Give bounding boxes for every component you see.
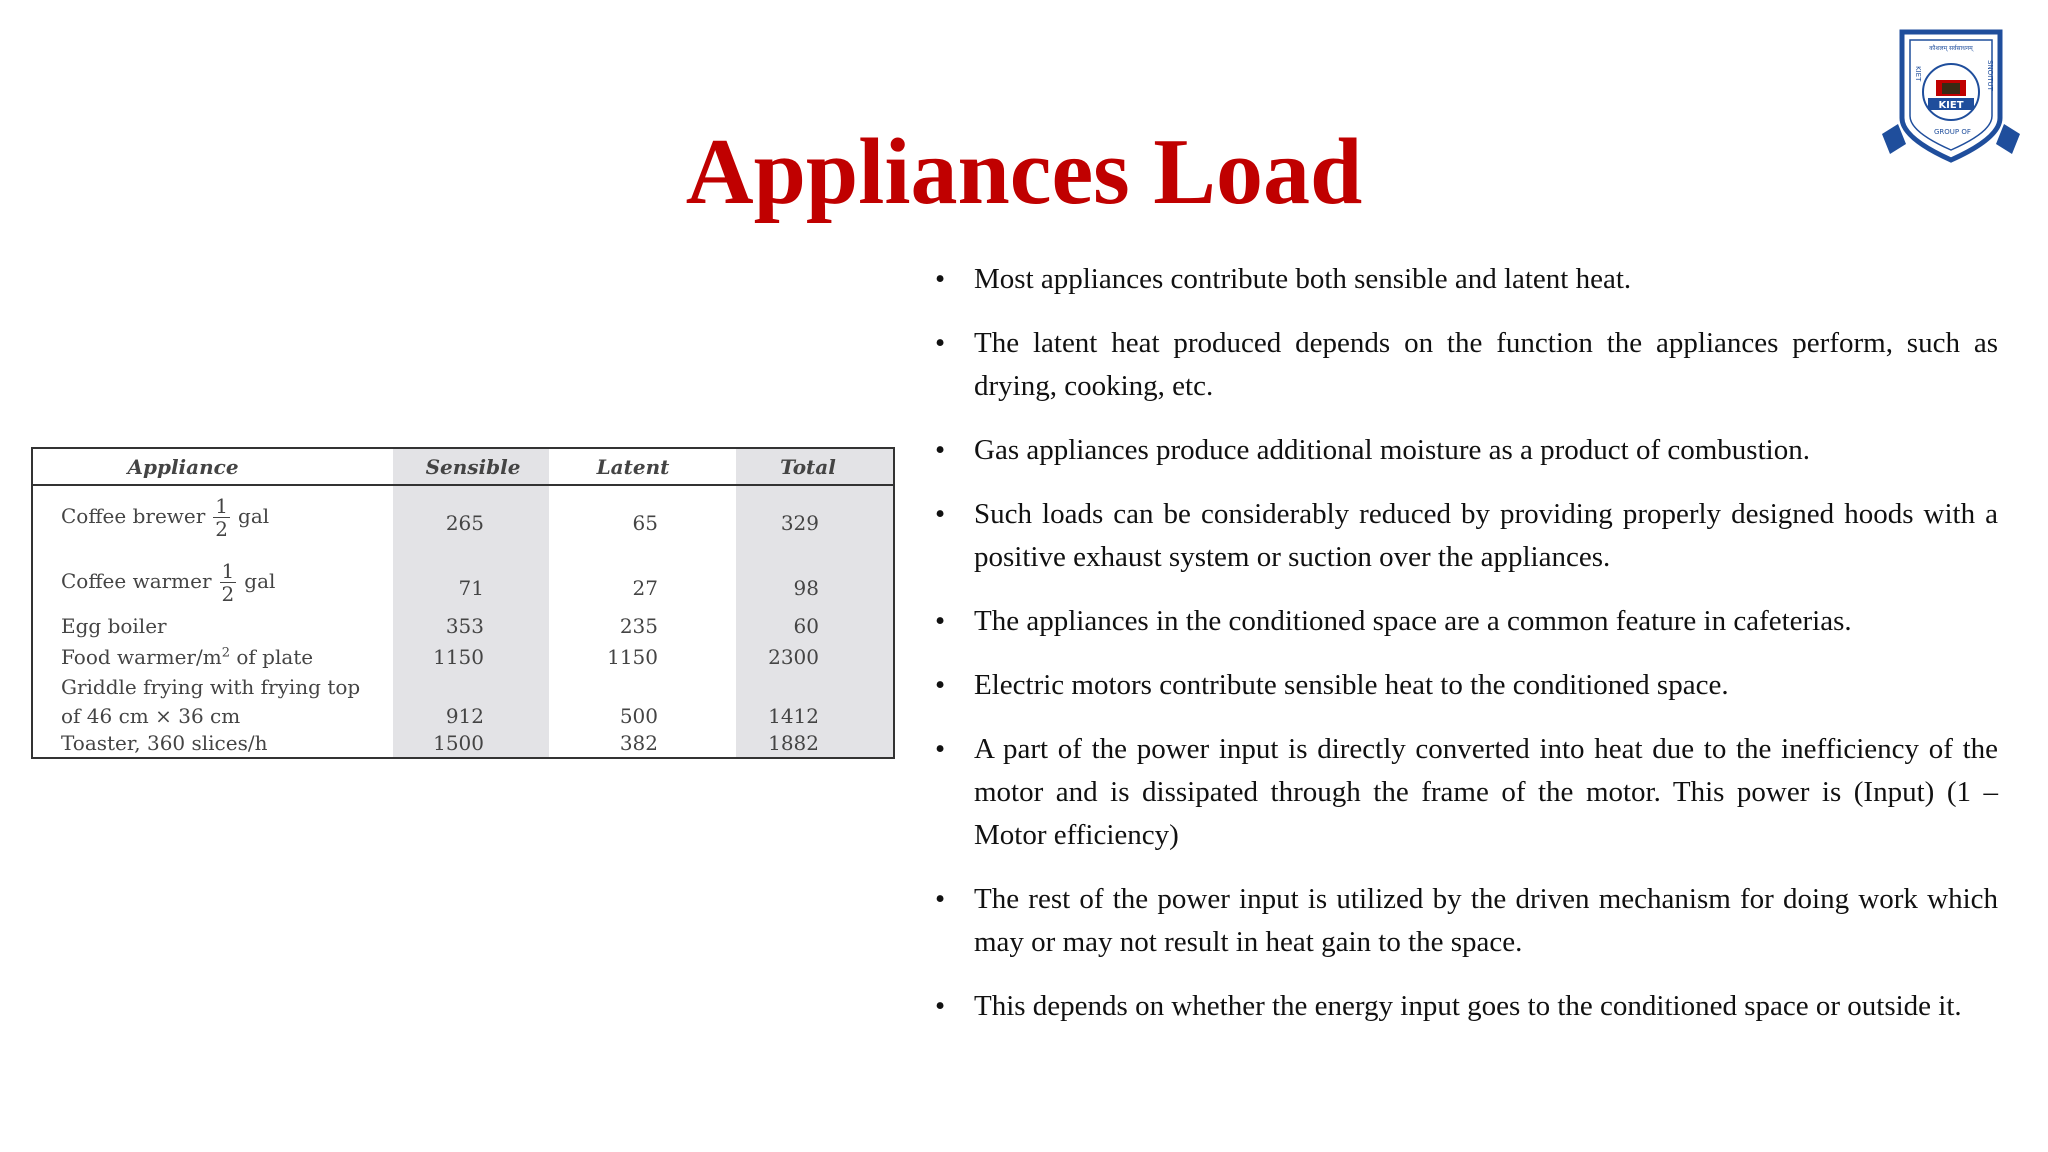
bullet-icon: • [935, 263, 946, 295]
bullet-item: • A part of the power input is directly converted into heat due to the inefficiency of the motor and is dissipated through the frame of the motor. This power is (Input) (1 – Motor efficiency) [935, 728, 1998, 857]
bullet-item: • The appliances in the conditioned space are a common feature in cafeterias. [935, 600, 1998, 643]
header-latent: Latent [596, 455, 670, 479]
cell-total: 60 [793, 614, 819, 638]
header-appliance: Appliance [127, 455, 239, 479]
bullet-icon: • [935, 669, 946, 701]
bullet-icon: • [935, 990, 946, 1022]
cell-sensible: 265 [445, 511, 484, 535]
cell-total: 329 [780, 511, 819, 535]
cell-latent: 27 [632, 576, 658, 600]
table-row: Coffee warmer $\frac{1}{2}$ gal [61, 559, 276, 606]
table-row: Food warmer/$m^2$ of plate [61, 645, 314, 669]
cell-latent: 65 [632, 511, 658, 535]
svg-text:GROUP OF: GROUP OF [1934, 128, 1971, 136]
bullet-icon: • [935, 733, 946, 765]
cell-latent: 382 [619, 731, 658, 755]
cell-sensible: 912 [445, 704, 484, 728]
table-row: Toaster, 360 slices/h [61, 731, 268, 755]
bullet-list [935, 258, 1998, 1049]
bullet-icon: • [935, 498, 946, 530]
header-sensible: Sensible [425, 455, 521, 479]
table-row: Coffee brewer $\frac{1}{2}$ gal [61, 494, 270, 541]
cell-sensible: 1150 [433, 645, 484, 669]
cell-total: 1412 [768, 704, 819, 728]
bullet-icon: • [935, 883, 946, 915]
bullet-item: • The latent heat produced depends on the function the appliances perform, such as drying, cooking, etc. [935, 322, 1998, 408]
page-title: Appliances Load [685, 120, 1363, 224]
cell-total: 1882 [768, 731, 819, 755]
table-row: Egg boiler [61, 614, 167, 638]
bullet-item: • Gas appliances produce additional moisture as a product of combustion. [935, 429, 1998, 472]
svg-text:SNOITUT: SNOITUT [1986, 60, 1994, 91]
cell-sensible: 353 [445, 614, 484, 638]
header-total: Total [780, 455, 836, 479]
table-row-continued: of 46 cm × 36 cm [61, 704, 241, 728]
svg-text:कौशलम् सर्वसाधनम्: कौशलम् सर्वसाधनम् [1929, 45, 1973, 52]
appliance-heat-table [31, 447, 895, 759]
bullet-item: • This depends on whether the energy input goes to the conditioned space or outside it. [935, 985, 1998, 1028]
svg-text:KIET: KIET [1938, 100, 1964, 111]
bullet-icon: • [935, 434, 946, 466]
cell-sensible: 71 [458, 576, 484, 600]
bullet-item: • Most appliances contribute both sensible and latent heat. [935, 258, 1998, 301]
bullet-icon: • [935, 605, 946, 637]
cell-latent: 235 [619, 614, 658, 638]
header-divider [33, 484, 893, 486]
bullet-icon: • [935, 327, 946, 359]
bullet-item: • Such loads can be considerably reduced by providing properly designed hoods with a positive exhaust system or suction over the appliances. [935, 493, 1998, 579]
cell-sensible: 1500 [433, 731, 484, 755]
kiet-crest-icon [1876, 26, 2026, 166]
bullet-item: • The rest of the power input is utilized by the driven mechanism for doing work which may or may not result in heat gain to the space. [935, 878, 1998, 964]
svg-text:KIET: KIET [1914, 66, 1922, 82]
cell-latent: 1150 [607, 645, 658, 669]
bullet-item: • Electric motors contribute sensible heat to the conditioned space. [935, 664, 1998, 707]
cell-total: 98 [793, 576, 819, 600]
cell-latent: 500 [619, 704, 658, 728]
table-row: Griddle frying with frying top [61, 675, 361, 699]
cell-total: 2300 [768, 645, 819, 669]
